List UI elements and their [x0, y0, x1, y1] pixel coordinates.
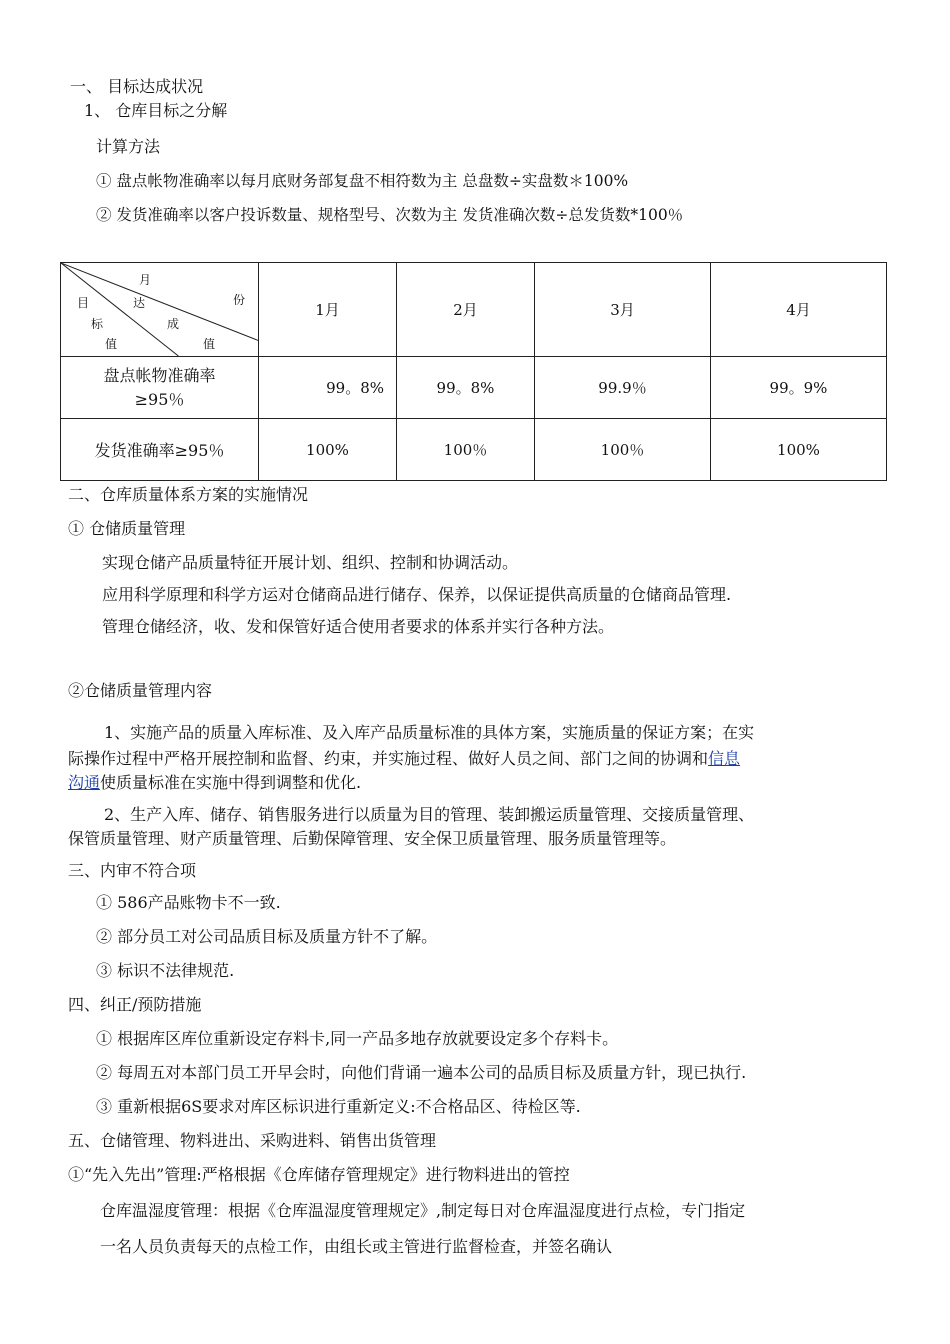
table-cell: 100％ — [535, 419, 711, 481]
corner-label-fen: 份 — [233, 293, 246, 307]
section-3-heading: 三、内审不符合项 — [68, 861, 197, 880]
month-header: 1月 — [259, 263, 397, 357]
table-header-row — [61, 263, 887, 357]
paragraph-line: 1、实施产品的质量入库标准、及入库产品质量标准的具体方案，实施质量的保证方案；在实 — [104, 723, 755, 742]
corner-label-mu: 目 — [77, 296, 90, 310]
table-cell: 100% — [259, 419, 397, 481]
corner-label-da: 达 — [133, 296, 146, 310]
paragraph-line: 保管质量管理、财产质量管理、后勤保障管理、安全保卫质量管理、服务质量管理等。 — [68, 829, 677, 848]
list-item: ② 部分员工对公司品质目标及质量方针不了解。 — [96, 927, 438, 946]
paragraph-text: 使质量标准在实施中得到调整和优化. — [100, 773, 362, 792]
section-5-heading: 五、仓储管理、物料进出、采购进料、销售出货管理 — [68, 1131, 437, 1150]
paragraph-text: 际操作过程中严格开展控制和监督、约束，并实施过程、做好人员之间、部门之间的协调和 — [68, 749, 709, 768]
table-row — [61, 419, 887, 481]
quality-content-title: ②仓储质量管理内容 — [68, 681, 213, 700]
table-cell: 100% — [711, 419, 887, 481]
diagonal-header-cell — [61, 263, 259, 357]
formula-2: ② 发货准确率以客户投诉数量、规格型号、次数为主 发货准确次数÷总发货数*100％ — [96, 206, 684, 224]
table-cell: 99。9% — [711, 357, 887, 419]
table-row — [61, 357, 887, 419]
paragraph-line: 实现仓储产品质量特征开展计划、组织、控制和协调活动。 — [102, 553, 519, 572]
method-label: 计算方法 — [96, 137, 161, 156]
section-2-heading: 二、仓库质量体系方案的实施情况 — [68, 485, 309, 504]
target-achievement-table — [60, 262, 887, 481]
section-1-heading: 一、 目标达成状况 — [70, 77, 204, 96]
corner-label-zhi-1: 值 — [105, 337, 118, 351]
info-link[interactable]: 信息 — [708, 749, 741, 768]
paragraph-line — [68, 748, 740, 770]
formula-1: ① 盘点帐物准确率以每月底财务部复盘不相符数为主 总盘数÷实盘数＊100% — [96, 172, 629, 190]
diagonal-lines — [61, 263, 258, 356]
list-item: ② 每周五对本部门员工开早会时，向他们背诵一遍本公司的品质目标及质量方针，现已执行. — [96, 1063, 747, 1082]
paragraph-line: 仓库温湿度管理：根据《仓库温湿度管理规定》,制定每日对仓库温湿度进行点检，专门指定 — [100, 1201, 746, 1220]
corner-label-yue: 月 — [139, 273, 152, 287]
corner-label-cheng: 成 — [167, 317, 180, 331]
paragraph-line: 应用科学原理和科学方运对仓储商品进行储存、保养，以保证提供高质量的仓储商品管理. — [102, 585, 732, 604]
info-link[interactable]: 沟通 — [68, 773, 101, 792]
quality-management-title: ① 仓储质量管理 — [68, 519, 186, 538]
list-item: ③ 重新根据6S要求对库区标识进行重新定义:不合格品区、待检区等. — [96, 1097, 581, 1116]
corner-label-biao: 标 — [91, 317, 104, 331]
paragraph-line: 2、生产入库、储存、销售服务进行以质量为目的管理、装卸搬运质量管理、交接质量管理、 — [104, 805, 755, 824]
paragraph-line: 一名人员负责每天的点检工作，由组长或主管进行监督检查，并签名确认 — [100, 1237, 613, 1256]
table-cell: 99。8% — [259, 357, 397, 419]
month-header: 4月 — [711, 263, 887, 357]
fifo-paragraph: ①“先入先出”管理:严格根据《仓库储存管理规定》进行物料进出的管控 — [68, 1165, 570, 1184]
row-label-shipping-accuracy: 发货准确率≥95％ — [61, 419, 259, 481]
table-cell: 99.9％ — [535, 357, 711, 419]
list-item: ① 根据库区库位重新设定存料卡,同一产品多地存放就要设定多个存料卡。 — [96, 1029, 619, 1048]
list-item: ① 586产品账物卡不一致. — [96, 893, 281, 912]
corner-label-zhi-2: 值 — [203, 337, 216, 351]
month-header: 2月 — [397, 263, 535, 357]
paragraph-line — [68, 772, 361, 794]
table-cell: 99。8% — [397, 357, 535, 419]
list-item: ③ 标识不法律规范. — [96, 961, 235, 980]
row-label-inventory-accuracy: 盘点帐物准确率≥95％ — [61, 357, 259, 419]
section-4-heading: 四、纠正/预防措施 — [68, 995, 202, 1014]
subsection-1-1-heading: 1、 仓库目标之分解 — [84, 101, 228, 120]
paragraph-line: 管理仓储经济，收、发和保管好适合使用者要求的体系并实行各种方法。 — [102, 617, 615, 636]
table-cell: 100％ — [397, 419, 535, 481]
month-header: 3月 — [535, 263, 711, 357]
